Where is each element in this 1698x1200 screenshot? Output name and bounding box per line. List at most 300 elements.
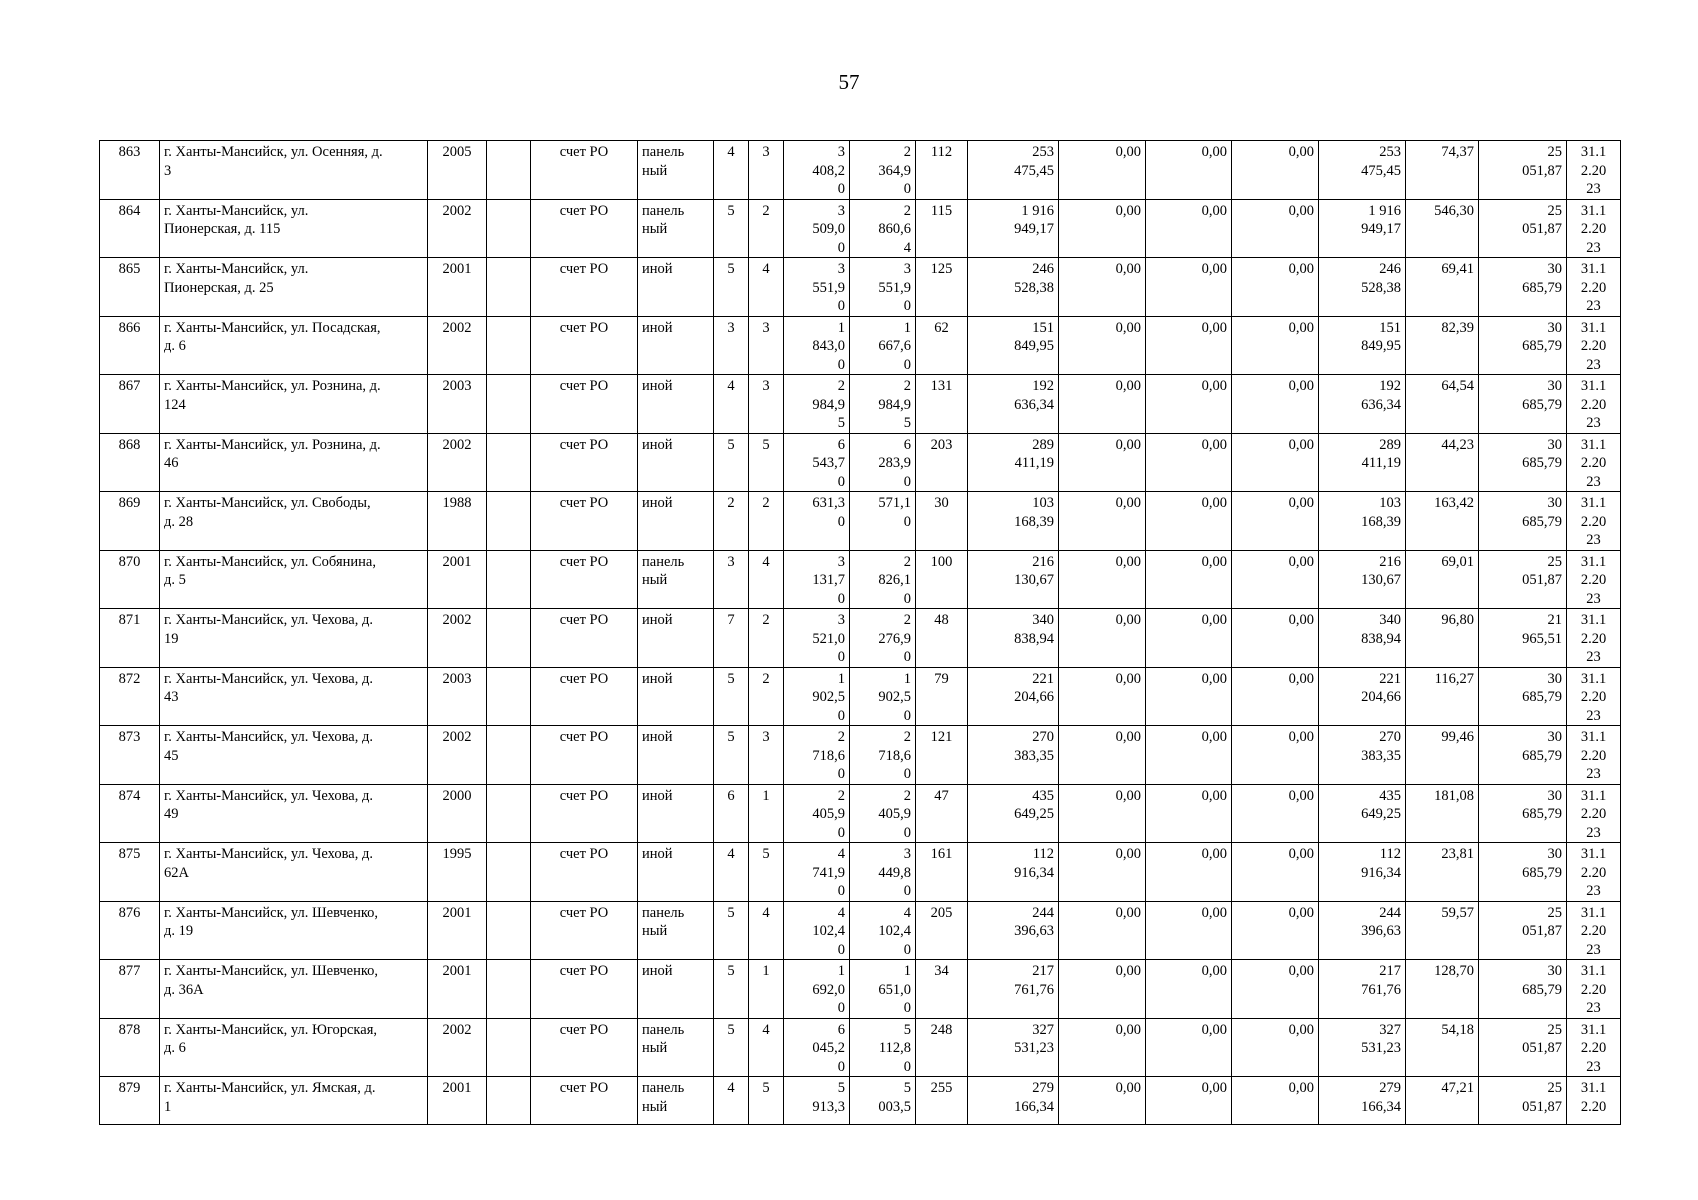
cell-row-number: 867 <box>100 375 160 434</box>
cell-total-cost: 289 411,19 <box>968 433 1059 492</box>
cell-cost-per-sqm: 74,37 <box>1406 141 1479 200</box>
cell-total-area: 2 718,6 0 <box>784 726 850 785</box>
table-row <box>100 1018 1621 1077</box>
cell-account-type: счет РО <box>531 1018 638 1077</box>
cell-col-blank <box>487 492 531 551</box>
cell-entrances-count: 4 <box>749 550 784 609</box>
cell-floors-count: 5 <box>714 726 749 785</box>
cell-residents-count: 30 <box>916 492 968 551</box>
cell-residents-count: 34 <box>916 960 968 1019</box>
cell-limit-cost: 30 685,79 <box>1479 726 1567 785</box>
cell-year-built: 2002 <box>428 433 487 492</box>
cell-wall-material: иной <box>638 492 714 551</box>
cell-total-area: 3 131,7 0 <box>784 550 850 609</box>
cell-total-cost: 327 531,23 <box>968 1018 1059 1077</box>
cell-cost-col-b: 0,00 <box>1146 726 1232 785</box>
cell-residents-count: 112 <box>916 141 968 200</box>
cell-limit-cost: 25 051,87 <box>1479 141 1567 200</box>
cell-address: г. Ханты-Мансийск, ул. Свободы, д. 28 <box>160 492 428 551</box>
cell-account-type: счет РО <box>531 433 638 492</box>
cell-fund-amount: 112 916,34 <box>1319 843 1406 902</box>
cell-account-type: счет РО <box>531 141 638 200</box>
cell-year-built: 2002 <box>428 199 487 258</box>
cell-residential-area: 2 826,1 0 <box>850 550 916 609</box>
cell-account-type: счет РО <box>531 550 638 609</box>
cell-address: г. Ханты-Мансийск, ул. Пионерская, д. 115 <box>160 199 428 258</box>
cell-floors-count: 5 <box>714 199 749 258</box>
cell-address: г. Ханты-Мансийск, ул. Пионерская, д. 25 <box>160 258 428 317</box>
cell-col-blank <box>487 784 531 843</box>
cell-completion-date: 31.1 2.20 23 <box>1567 843 1621 902</box>
cell-total-area: 2 984,9 5 <box>784 375 850 434</box>
cell-residents-count: 62 <box>916 316 968 375</box>
cell-total-cost: 246 528,38 <box>968 258 1059 317</box>
cell-year-built: 2001 <box>428 901 487 960</box>
cell-fund-amount: 253 475,45 <box>1319 141 1406 200</box>
cell-cost-col-c: 0,00 <box>1232 784 1319 843</box>
cell-cost-col-a: 0,00 <box>1059 843 1146 902</box>
cell-address: г. Ханты-Мансийск, ул. Шевченко, д. 19 <box>160 901 428 960</box>
cell-fund-amount: 151 849,95 <box>1319 316 1406 375</box>
cell-col-blank <box>487 550 531 609</box>
cell-wall-material: иной <box>638 843 714 902</box>
cell-floors-count: 5 <box>714 433 749 492</box>
cell-total-area: 1 692,0 0 <box>784 960 850 1019</box>
cell-wall-material: панель ный <box>638 1077 714 1125</box>
cell-cost-col-b: 0,00 <box>1146 609 1232 668</box>
cell-cost-col-a: 0,00 <box>1059 667 1146 726</box>
cell-cost-col-a: 0,00 <box>1059 960 1146 1019</box>
cell-total-cost: 151 849,95 <box>968 316 1059 375</box>
cell-cost-col-b: 0,00 <box>1146 258 1232 317</box>
cell-floors-count: 4 <box>714 141 749 200</box>
cell-year-built: 2005 <box>428 141 487 200</box>
cell-residential-area: 6 283,9 0 <box>850 433 916 492</box>
cell-entrances-count: 2 <box>749 609 784 668</box>
cell-cost-col-c: 0,00 <box>1232 843 1319 902</box>
cell-total-cost: 279 166,34 <box>968 1077 1059 1125</box>
table-row <box>100 258 1621 317</box>
cell-completion-date: 31.1 2.20 <box>1567 1077 1621 1125</box>
cell-residential-area: 1 902,5 0 <box>850 667 916 726</box>
table-row <box>100 901 1621 960</box>
cell-entrances-count: 3 <box>749 141 784 200</box>
cell-cost-col-a: 0,00 <box>1059 1018 1146 1077</box>
cell-fund-amount: 103 168,39 <box>1319 492 1406 551</box>
cell-entrances-count: 3 <box>749 316 784 375</box>
cell-floors-count: 3 <box>714 316 749 375</box>
cell-cost-col-a: 0,00 <box>1059 726 1146 785</box>
cell-col-blank <box>487 843 531 902</box>
cell-cost-col-b: 0,00 <box>1146 1077 1232 1125</box>
cell-col-blank <box>487 901 531 960</box>
cell-cost-col-a: 0,00 <box>1059 199 1146 258</box>
cell-floors-count: 4 <box>714 843 749 902</box>
cell-total-area: 3 408,2 0 <box>784 141 850 200</box>
cell-entrances-count: 2 <box>749 667 784 726</box>
cell-year-built: 2003 <box>428 375 487 434</box>
cell-cost-per-sqm: 69,41 <box>1406 258 1479 317</box>
cell-completion-date: 31.1 2.20 23 <box>1567 667 1621 726</box>
cell-col-blank <box>487 609 531 668</box>
cell-limit-cost: 25 051,87 <box>1479 1077 1567 1125</box>
cell-total-cost: 217 761,76 <box>968 960 1059 1019</box>
cell-total-cost: 1 916 949,17 <box>968 199 1059 258</box>
cell-cost-per-sqm: 44,23 <box>1406 433 1479 492</box>
cell-floors-count: 5 <box>714 667 749 726</box>
cell-cost-per-sqm: 47,21 <box>1406 1077 1479 1125</box>
cell-residential-area: 2 364,9 0 <box>850 141 916 200</box>
cell-cost-per-sqm: 64,54 <box>1406 375 1479 434</box>
cell-completion-date: 31.1 2.20 23 <box>1567 316 1621 375</box>
cell-fund-amount: 289 411,19 <box>1319 433 1406 492</box>
cell-entrances-count: 1 <box>749 784 784 843</box>
cell-entrances-count: 4 <box>749 258 784 317</box>
cell-col-blank <box>487 199 531 258</box>
cell-total-area: 3 509,0 0 <box>784 199 850 258</box>
cell-address: г. Ханты-Мансийск, ул. Югорская, д. 6 <box>160 1018 428 1077</box>
cell-cost-col-b: 0,00 <box>1146 375 1232 434</box>
cell-fund-amount: 270 383,35 <box>1319 726 1406 785</box>
cell-entrances-count: 5 <box>749 1077 784 1125</box>
cell-address: г. Ханты-Мансийск, ул. Рознина, д. 46 <box>160 433 428 492</box>
cell-account-type: счет РО <box>531 609 638 668</box>
cell-row-number: 872 <box>100 667 160 726</box>
cell-cost-col-c: 0,00 <box>1232 667 1319 726</box>
cell-total-area: 3 521,0 0 <box>784 609 850 668</box>
cell-row-number: 874 <box>100 784 160 843</box>
cell-limit-cost: 30 685,79 <box>1479 960 1567 1019</box>
cell-total-area: 1 843,0 0 <box>784 316 850 375</box>
cell-entrances-count: 4 <box>749 901 784 960</box>
cell-floors-count: 5 <box>714 901 749 960</box>
cell-row-number: 863 <box>100 141 160 200</box>
cell-completion-date: 31.1 2.20 23 <box>1567 375 1621 434</box>
cell-address: г. Ханты-Мансийск, ул. Собянина, д. 5 <box>160 550 428 609</box>
cell-cost-per-sqm: 99,46 <box>1406 726 1479 785</box>
table-row <box>100 1077 1621 1125</box>
cell-residents-count: 205 <box>916 901 968 960</box>
cell-row-number: 876 <box>100 901 160 960</box>
cell-year-built: 1988 <box>428 492 487 551</box>
cell-residents-count: 48 <box>916 609 968 668</box>
cell-col-blank <box>487 258 531 317</box>
cell-limit-cost: 30 685,79 <box>1479 667 1567 726</box>
cell-wall-material: иной <box>638 375 714 434</box>
cell-total-area: 631,3 0 <box>784 492 850 551</box>
cell-wall-material: иной <box>638 960 714 1019</box>
cell-limit-cost: 30 685,79 <box>1479 375 1567 434</box>
cell-total-cost: 216 130,67 <box>968 550 1059 609</box>
cell-fund-amount: 327 531,23 <box>1319 1018 1406 1077</box>
cell-wall-material: иной <box>638 726 714 785</box>
housing-register-table <box>99 140 1621 1125</box>
cell-limit-cost: 30 685,79 <box>1479 433 1567 492</box>
cell-limit-cost: 25 051,87 <box>1479 1018 1567 1077</box>
cell-total-area: 2 405,9 0 <box>784 784 850 843</box>
cell-cost-col-c: 0,00 <box>1232 199 1319 258</box>
cell-residential-area: 1 651,0 0 <box>850 960 916 1019</box>
cell-total-cost: 270 383,35 <box>968 726 1059 785</box>
cell-account-type: счет РО <box>531 726 638 785</box>
cell-cost-per-sqm: 54,18 <box>1406 1018 1479 1077</box>
cell-address: г. Ханты-Мансийск, ул. Чехова, д. 45 <box>160 726 428 785</box>
cell-wall-material: иной <box>638 609 714 668</box>
cell-residential-area: 3 551,9 0 <box>850 258 916 317</box>
cell-completion-date: 31.1 2.20 23 <box>1567 1018 1621 1077</box>
cell-cost-col-c: 0,00 <box>1232 375 1319 434</box>
cell-floors-count: 6 <box>714 784 749 843</box>
cell-row-number: 879 <box>100 1077 160 1125</box>
cell-wall-material: иной <box>638 433 714 492</box>
cell-total-cost: 244 396,63 <box>968 901 1059 960</box>
cell-cost-col-b: 0,00 <box>1146 960 1232 1019</box>
cell-limit-cost: 30 685,79 <box>1479 784 1567 843</box>
cell-completion-date: 31.1 2.20 23 <box>1567 199 1621 258</box>
cell-entrances-count: 3 <box>749 375 784 434</box>
cell-col-blank <box>487 667 531 726</box>
cell-fund-amount: 217 761,76 <box>1319 960 1406 1019</box>
cell-cost-col-b: 0,00 <box>1146 784 1232 843</box>
cell-row-number: 865 <box>100 258 160 317</box>
cell-residents-count: 115 <box>916 199 968 258</box>
cell-cost-col-a: 0,00 <box>1059 375 1146 434</box>
cell-year-built: 2003 <box>428 667 487 726</box>
cell-cost-col-a: 0,00 <box>1059 609 1146 668</box>
cell-residential-area: 2 860,6 4 <box>850 199 916 258</box>
cell-floors-count: 3 <box>714 550 749 609</box>
cell-limit-cost: 30 685,79 <box>1479 258 1567 317</box>
cell-wall-material: иной <box>638 316 714 375</box>
cell-residential-area: 4 102,4 0 <box>850 901 916 960</box>
cell-cost-per-sqm: 96,80 <box>1406 609 1479 668</box>
cell-col-blank <box>487 375 531 434</box>
cell-year-built: 2002 <box>428 609 487 668</box>
cell-row-number: 877 <box>100 960 160 1019</box>
table-row <box>100 492 1621 551</box>
cell-row-number: 878 <box>100 1018 160 1077</box>
cell-wall-material: иной <box>638 784 714 843</box>
cell-limit-cost: 21 965,51 <box>1479 609 1567 668</box>
cell-residential-area: 3 449,8 0 <box>850 843 916 902</box>
cell-cost-per-sqm: 69,01 <box>1406 550 1479 609</box>
cell-fund-amount: 192 636,34 <box>1319 375 1406 434</box>
cell-fund-amount: 216 130,67 <box>1319 550 1406 609</box>
cell-cost-col-c: 0,00 <box>1232 141 1319 200</box>
cell-total-area: 5 913,3 <box>784 1077 850 1125</box>
cell-cost-col-a: 0,00 <box>1059 316 1146 375</box>
cell-wall-material: панель ный <box>638 550 714 609</box>
table-row <box>100 199 1621 258</box>
cell-total-cost: 253 475,45 <box>968 141 1059 200</box>
cell-completion-date: 31.1 2.20 23 <box>1567 433 1621 492</box>
cell-cost-col-b: 0,00 <box>1146 901 1232 960</box>
cell-entrances-count: 3 <box>749 726 784 785</box>
cell-address: г. Ханты-Мансийск, ул. Шевченко, д. 36А <box>160 960 428 1019</box>
cell-cost-col-b: 0,00 <box>1146 843 1232 902</box>
cell-cost-per-sqm: 546,30 <box>1406 199 1479 258</box>
cell-cost-col-a: 0,00 <box>1059 433 1146 492</box>
cell-account-type: счет РО <box>531 316 638 375</box>
cell-account-type: счет РО <box>531 1077 638 1125</box>
cell-cost-per-sqm: 23,81 <box>1406 843 1479 902</box>
cell-fund-amount: 435 649,25 <box>1319 784 1406 843</box>
cell-completion-date: 31.1 2.20 23 <box>1567 901 1621 960</box>
cell-year-built: 2002 <box>428 316 487 375</box>
cell-fund-amount: 279 166,34 <box>1319 1077 1406 1125</box>
cell-col-blank <box>487 316 531 375</box>
cell-cost-col-c: 0,00 <box>1232 1077 1319 1125</box>
cell-wall-material: панель ный <box>638 901 714 960</box>
cell-total-cost: 221 204,66 <box>968 667 1059 726</box>
cell-completion-date: 31.1 2.20 23 <box>1567 141 1621 200</box>
cell-residential-area: 2 718,6 0 <box>850 726 916 785</box>
cell-address: г. Ханты-Мансийск, ул. Чехова, д. 49 <box>160 784 428 843</box>
cell-residents-count: 47 <box>916 784 968 843</box>
cell-completion-date: 31.1 2.20 23 <box>1567 258 1621 317</box>
cell-address: г. Ханты-Мансийск, ул. Посадская, д. 6 <box>160 316 428 375</box>
cell-floors-count: 4 <box>714 1077 749 1125</box>
cell-wall-material: иной <box>638 258 714 317</box>
cell-year-built: 1995 <box>428 843 487 902</box>
cell-year-built: 2001 <box>428 550 487 609</box>
cell-completion-date: 31.1 2.20 23 <box>1567 960 1621 1019</box>
cell-account-type: счет РО <box>531 843 638 902</box>
cell-fund-amount: 244 396,63 <box>1319 901 1406 960</box>
cell-row-number: 868 <box>100 433 160 492</box>
cell-col-blank <box>487 141 531 200</box>
table-row <box>100 784 1621 843</box>
cell-cost-col-c: 0,00 <box>1232 258 1319 317</box>
cell-residents-count: 125 <box>916 258 968 317</box>
cell-completion-date: 31.1 2.20 23 <box>1567 726 1621 785</box>
cell-address: г. Ханты-Мансийск, ул. Рознина, д. 124 <box>160 375 428 434</box>
cell-floors-count: 4 <box>714 375 749 434</box>
cell-total-cost: 192 636,34 <box>968 375 1059 434</box>
cell-address: г. Ханты-Мансийск, ул. Чехова, д. 62А <box>160 843 428 902</box>
cell-residents-count: 100 <box>916 550 968 609</box>
cell-col-blank <box>487 433 531 492</box>
cell-account-type: счет РО <box>531 199 638 258</box>
table-row <box>100 726 1621 785</box>
cell-account-type: счет РО <box>531 667 638 726</box>
cell-cost-per-sqm: 59,57 <box>1406 901 1479 960</box>
cell-residential-area: 2 405,9 0 <box>850 784 916 843</box>
cell-wall-material: панель ный <box>638 199 714 258</box>
cell-wall-material: панель ный <box>638 141 714 200</box>
cell-entrances-count: 5 <box>749 843 784 902</box>
cell-residential-area: 2 984,9 5 <box>850 375 916 434</box>
cell-residents-count: 79 <box>916 667 968 726</box>
cell-completion-date: 31.1 2.20 23 <box>1567 609 1621 668</box>
cell-floors-count: 5 <box>714 258 749 317</box>
cell-floors-count: 5 <box>714 1018 749 1077</box>
cell-wall-material: иной <box>638 667 714 726</box>
cell-address: г. Ханты-Мансийск, ул. Чехова, д. 43 <box>160 667 428 726</box>
cell-row-number: 871 <box>100 609 160 668</box>
table-row <box>100 375 1621 434</box>
cell-cost-col-c: 0,00 <box>1232 492 1319 551</box>
cell-cost-col-b: 0,00 <box>1146 550 1232 609</box>
cell-col-blank <box>487 960 531 1019</box>
cell-residential-area: 571,1 0 <box>850 492 916 551</box>
cell-floors-count: 5 <box>714 960 749 1019</box>
cell-floors-count: 7 <box>714 609 749 668</box>
cell-total-cost: 112 916,34 <box>968 843 1059 902</box>
cell-cost-col-b: 0,00 <box>1146 316 1232 375</box>
cell-cost-col-a: 0,00 <box>1059 784 1146 843</box>
cell-cost-col-c: 0,00 <box>1232 901 1319 960</box>
cell-cost-col-a: 0,00 <box>1059 901 1146 960</box>
cell-address: г. Ханты-Мансийск, ул. Ямская, д. 1 <box>160 1077 428 1125</box>
cell-row-number: 873 <box>100 726 160 785</box>
cell-year-built: 2001 <box>428 960 487 1019</box>
cell-cost-per-sqm: 181,08 <box>1406 784 1479 843</box>
cell-cost-col-a: 0,00 <box>1059 258 1146 317</box>
cell-year-built: 2001 <box>428 1077 487 1125</box>
cell-account-type: счет РО <box>531 784 638 843</box>
cell-entrances-count: 4 <box>749 1018 784 1077</box>
cell-row-number: 870 <box>100 550 160 609</box>
table-row <box>100 960 1621 1019</box>
cell-entrances-count: 2 <box>749 199 784 258</box>
cell-cost-col-b: 0,00 <box>1146 492 1232 551</box>
cell-cost-col-b: 0,00 <box>1146 1018 1232 1077</box>
cell-cost-col-c: 0,00 <box>1232 609 1319 668</box>
cell-cost-col-b: 0,00 <box>1146 433 1232 492</box>
cell-total-area: 6 543,7 0 <box>784 433 850 492</box>
cell-residents-count: 248 <box>916 1018 968 1077</box>
page-number: 57 <box>838 70 860 94</box>
cell-total-cost: 435 649,25 <box>968 784 1059 843</box>
cell-total-cost: 103 168,39 <box>968 492 1059 551</box>
cell-row-number: 875 <box>100 843 160 902</box>
cell-address: г. Ханты-Мансийск, ул. Осенняя, д. 3 <box>160 141 428 200</box>
cell-residential-area: 5 003,5 <box>850 1077 916 1125</box>
cell-cost-col-b: 0,00 <box>1146 141 1232 200</box>
cell-total-area: 3 551,9 0 <box>784 258 850 317</box>
cell-limit-cost: 25 051,87 <box>1479 550 1567 609</box>
cell-cost-per-sqm: 128,70 <box>1406 960 1479 1019</box>
cell-completion-date: 31.1 2.20 23 <box>1567 550 1621 609</box>
cell-limit-cost: 30 685,79 <box>1479 316 1567 375</box>
table-row <box>100 316 1621 375</box>
cell-limit-cost: 25 051,87 <box>1479 199 1567 258</box>
cell-col-blank <box>487 1077 531 1125</box>
cell-limit-cost: 30 685,79 <box>1479 843 1567 902</box>
cell-col-blank <box>487 726 531 785</box>
cell-row-number: 869 <box>100 492 160 551</box>
cell-row-number: 864 <box>100 199 160 258</box>
cell-residents-count: 203 <box>916 433 968 492</box>
cell-account-type: счет РО <box>531 492 638 551</box>
cell-cost-col-c: 0,00 <box>1232 726 1319 785</box>
cell-residential-area: 2 276,9 0 <box>850 609 916 668</box>
cell-account-type: счет РО <box>531 375 638 434</box>
cell-cost-col-c: 0,00 <box>1232 1018 1319 1077</box>
table-row <box>100 843 1621 902</box>
table-row <box>100 609 1621 668</box>
cell-residents-count: 161 <box>916 843 968 902</box>
cell-account-type: счет РО <box>531 960 638 1019</box>
cell-fund-amount: 221 204,66 <box>1319 667 1406 726</box>
cell-year-built: 2002 <box>428 1018 487 1077</box>
cell-year-built: 2000 <box>428 784 487 843</box>
cell-cost-col-a: 0,00 <box>1059 1077 1146 1125</box>
cell-residents-count: 121 <box>916 726 968 785</box>
cell-completion-date: 31.1 2.20 23 <box>1567 784 1621 843</box>
cell-cost-col-a: 0,00 <box>1059 141 1146 200</box>
